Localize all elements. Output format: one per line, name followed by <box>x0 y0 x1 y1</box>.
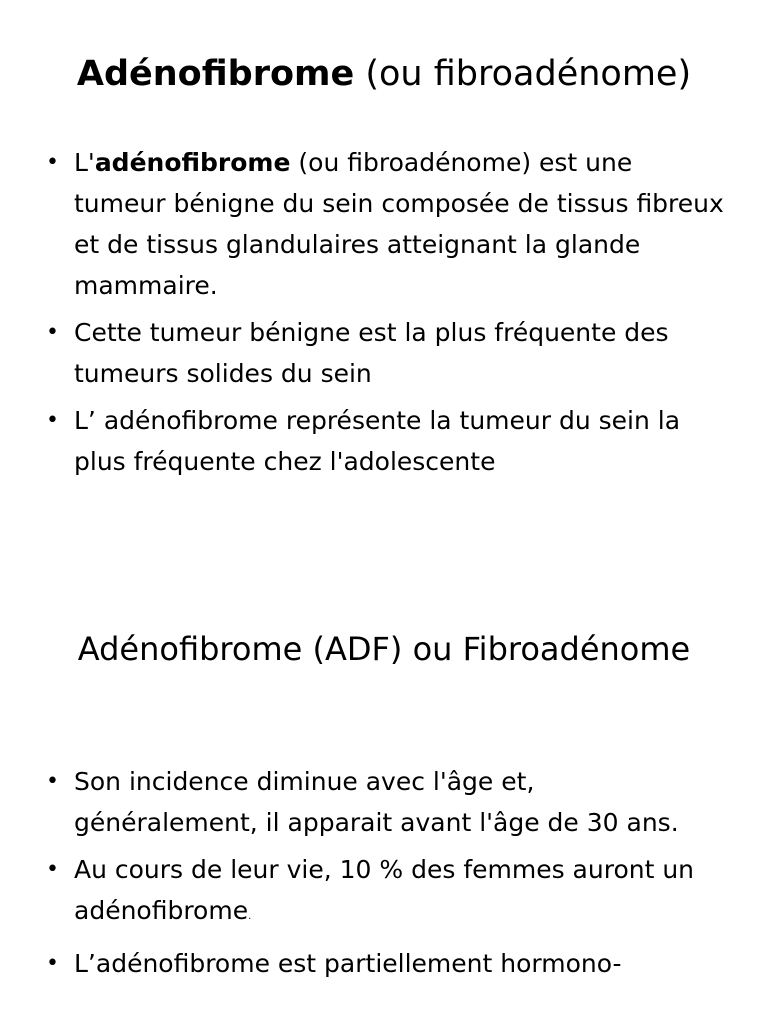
bullet-icon: • <box>46 951 59 976</box>
bullet-text: Cette tumeur bénigne est la plus fréquente des tumeurs solides du sein <box>74 318 669 388</box>
slide-1-bullet-list <box>46 142 726 488</box>
slide-2-title: Adénofibrome (ADF) ou Fibroadénome <box>77 630 691 668</box>
bullet-icon: • <box>46 150 59 175</box>
bullet-icon: • <box>46 320 59 345</box>
bullet-bold-term: adénofibrome <box>94 148 291 177</box>
slide-1-title-bold: Adénofibrome <box>76 54 355 94</box>
bullet-icon: • <box>46 769 59 794</box>
list-item <box>46 312 726 394</box>
bullet-text: Son incidence diminue avec l'âge et, généralement, il apparait avant l'âge de 30 ans. <box>74 767 679 837</box>
list-item <box>46 400 726 482</box>
slide-2 <box>0 540 768 1024</box>
bullet-suffix: . <box>248 911 252 922</box>
bullet-text: (ou fibroadénome) est une tumeur bénigne du sein composée de tissus fibreux et de tissus glandulaires atteignant la glande mammaire. <box>74 148 724 300</box>
list-item <box>46 849 726 937</box>
slide-2-bullet-list <box>46 761 726 990</box>
list-item <box>46 142 726 306</box>
list-item <box>46 943 726 984</box>
bullet-text: L’adénofibrome est partiellement hormono- <box>74 949 622 978</box>
bullet-icon: • <box>46 408 59 433</box>
bullet-icon: • <box>46 857 59 882</box>
slide-1-title-rest: (ou fibroadénome) <box>354 54 692 94</box>
bullet-text: L’ adénofibrome représente la tumeur du sein la plus fréquente chez l'adolescente <box>74 406 681 476</box>
bullet-prefix: L' <box>74 148 95 177</box>
list-item <box>46 761 726 843</box>
bullet-text: Au cours de leur vie, 10 % des femmes auront un adénofibrome <box>74 855 695 925</box>
slide-1-title <box>0 52 768 96</box>
